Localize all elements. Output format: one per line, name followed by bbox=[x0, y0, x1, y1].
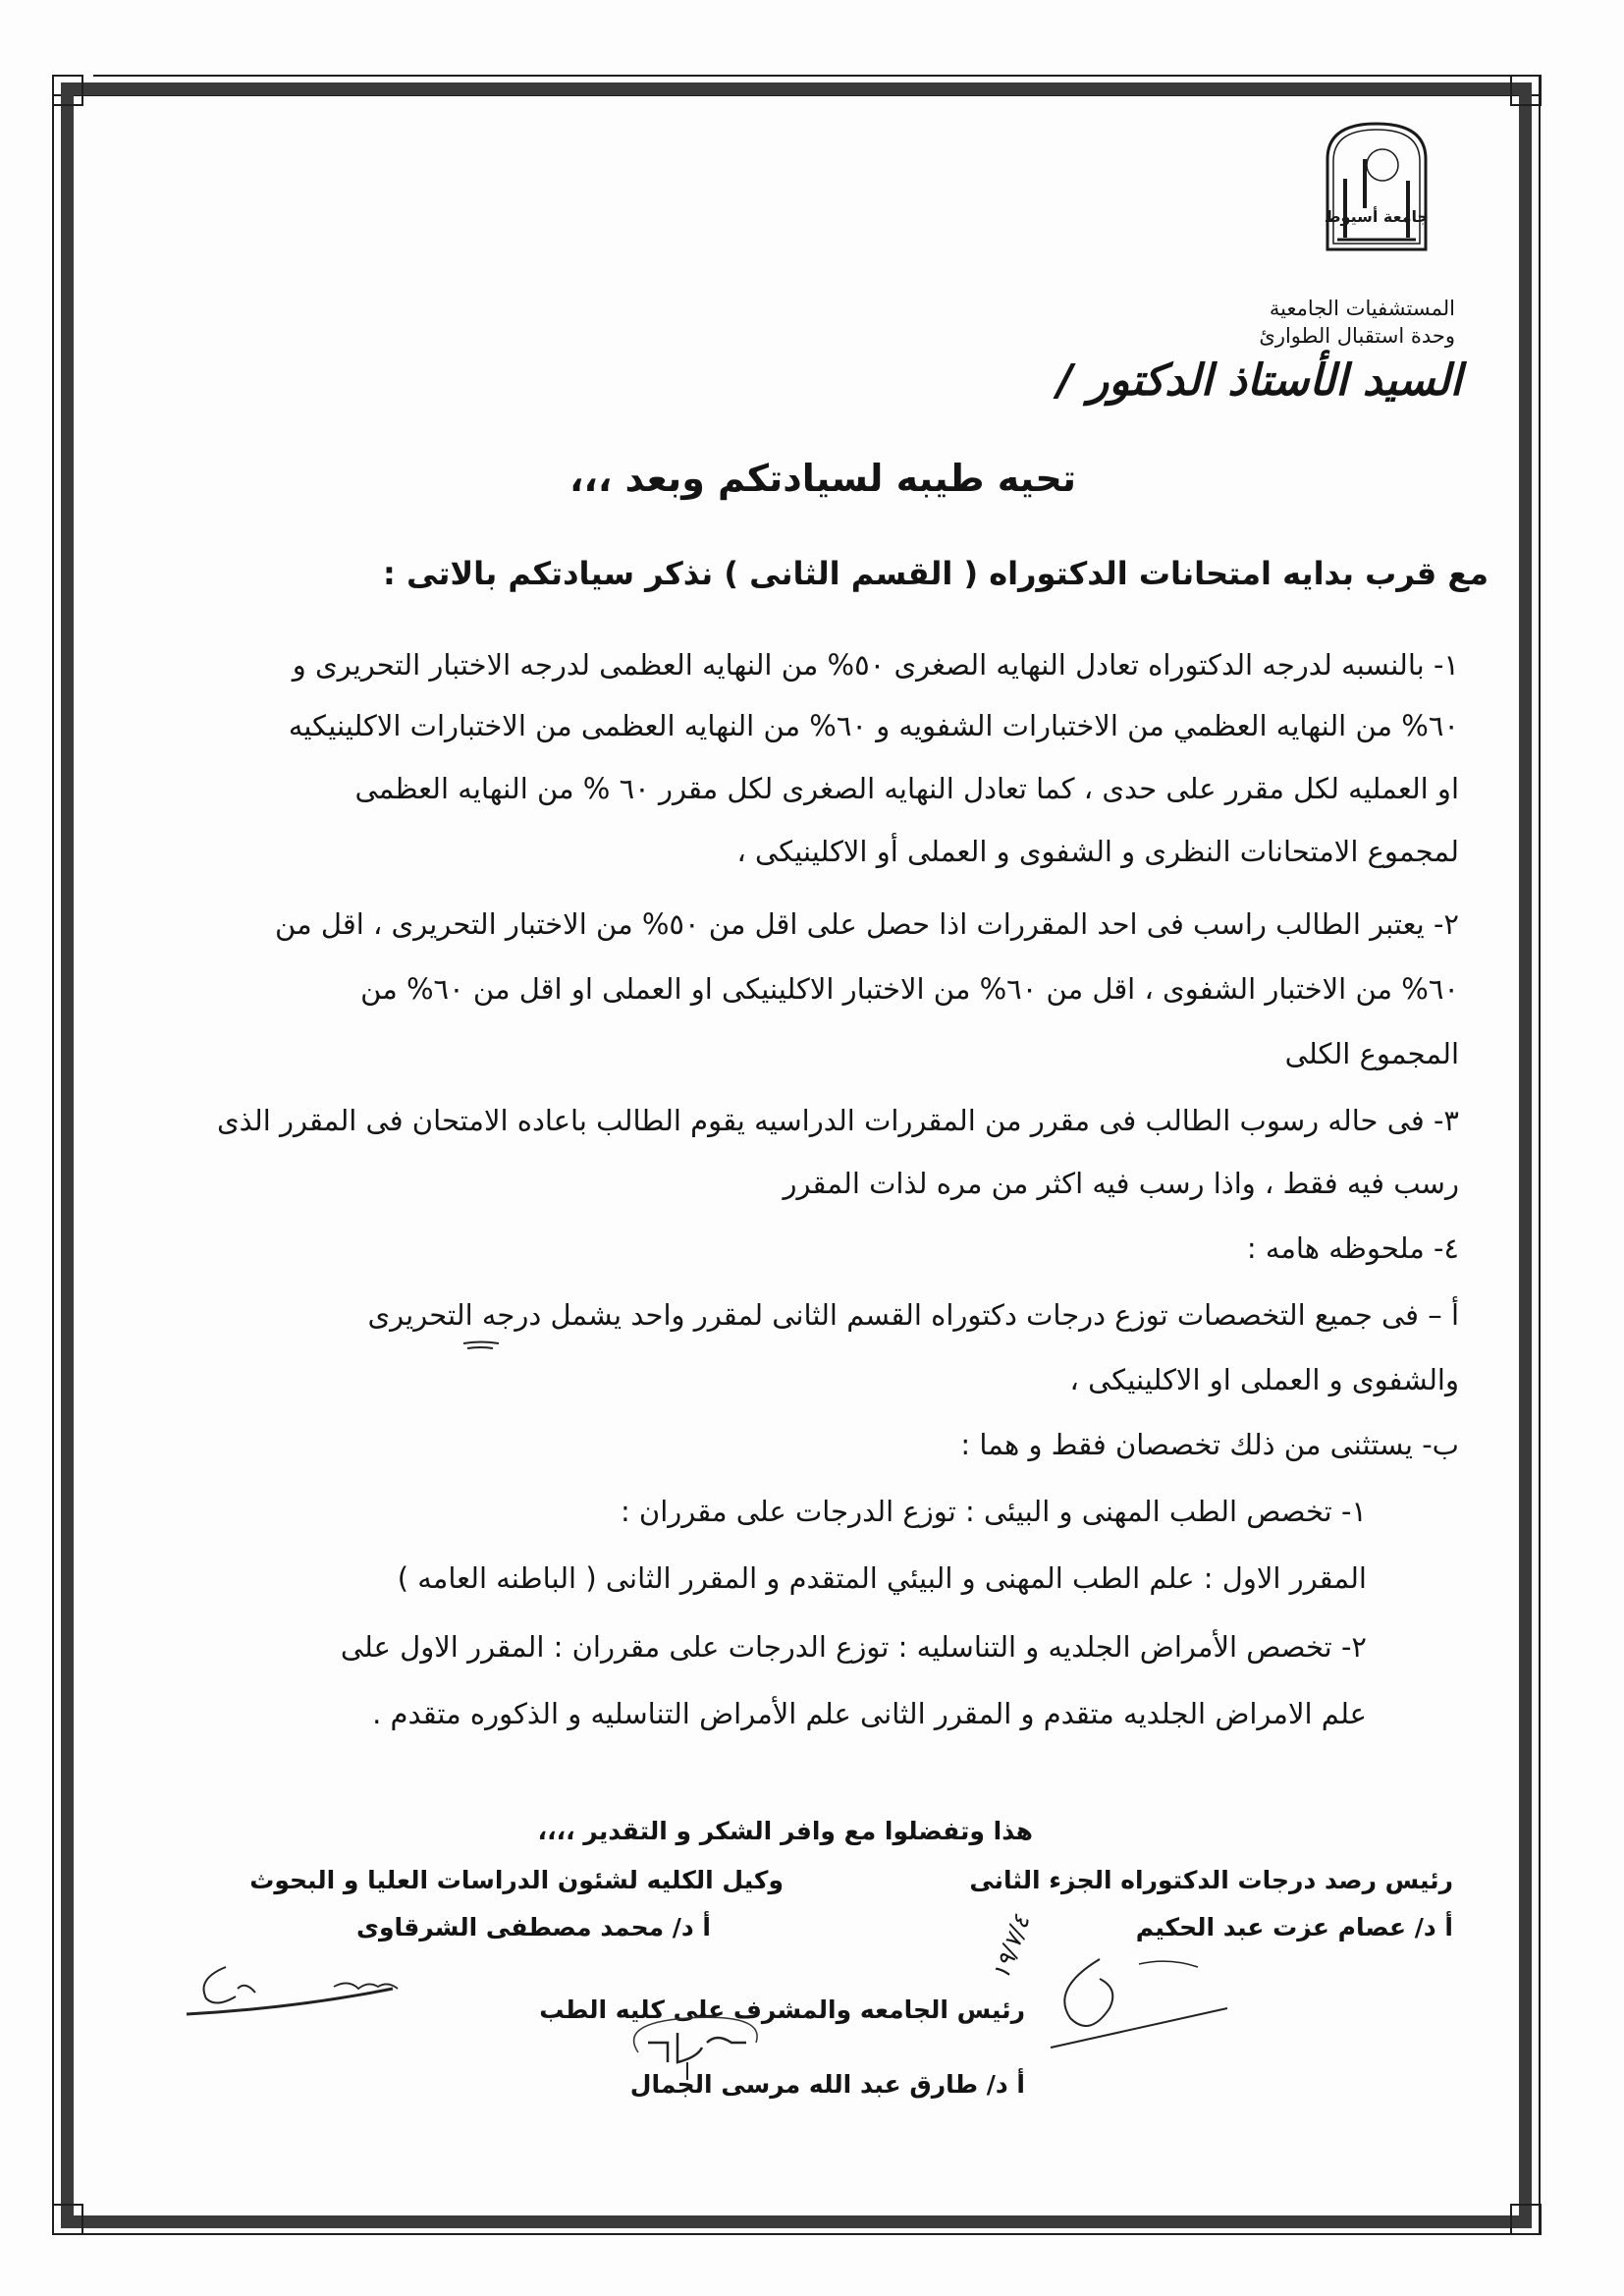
item-2-line-1: ٢- يعتبر الطالب راسب فى احد المقررات اذا حصل على اقل من ٥٠% من الاختبار التحريرى ، اقل من bbox=[275, 907, 1459, 941]
signatory-3-name: أ د/ طارق عبد الله مرسى الجمال bbox=[629, 2070, 1025, 2099]
exception-2-title: ٢- تخصص الأمراض الجلديه و التناسليه : توزع الدرجات على مقرران : المقرر الاول على bbox=[340, 1630, 1367, 1664]
greeting: تحيه طيبه لسيادتكم وبعد ،،، bbox=[569, 457, 1076, 500]
university-logo-icon bbox=[1324, 120, 1430, 251]
signature-2 bbox=[177, 1959, 432, 2028]
note-b-title: ب- يستثنى من ذلك تخصصان فقط و هما : bbox=[960, 1428, 1459, 1461]
frame-corner-bl bbox=[52, 2204, 83, 2235]
frame-corner-tl bbox=[52, 75, 83, 106]
signatory-1-title: رئيس رصد درجات الدكتوراه الجزء الثانى bbox=[969, 1866, 1453, 1894]
signature-1 bbox=[992, 1949, 1237, 2062]
svg-text:جامعة أسيوط: جامعة أسيوط bbox=[1324, 207, 1430, 226]
exception-1-detail: المقرر الاول : علم الطب المهنى و البيئي المتقدم و المقرر الثانى ( الباطنه العامه ) bbox=[397, 1561, 1367, 1595]
note-title: ٤- ملحوظه هامه : bbox=[1246, 1231, 1459, 1265]
closing-line: هذا وتفضلوا مع وافر الشكر و التقدير ،،،، bbox=[537, 1817, 1033, 1845]
handwritten-date: ١٩/٧/٤ bbox=[987, 1911, 1036, 1984]
item-1-line-3: او العمليه لكل مقرر على حدى ، كما تعادل النهايه الصغرى لكل مقرر ٦٠ % من النهايه العظمى bbox=[354, 772, 1459, 805]
org-line-2: وحدة استقبال الطوارئ bbox=[1259, 324, 1455, 348]
handwritten-underline bbox=[461, 1340, 501, 1350]
item-2-line-2: ٦٠% من الاختبار الشفوى ، اقل من ٦٠% من الاختبار الاكلينيكى او العملى او اقل من ٦٠% من bbox=[360, 972, 1459, 1006]
item-1-line-2: ٦٠% من النهايه العظمي من الاختبارات الشفويه و ٦٠% من النهايه العظمى من الاختبارات الاكلينيكيه bbox=[288, 709, 1459, 742]
note-a-line-1: أ – فى جميع التخصصات توزع درجات دكتوراه القسم الثانى لمقرر واحد يشمل درجه التحريرى bbox=[367, 1298, 1459, 1332]
intro-line: مع قرب بدايه امتحانات الدكتوراه ( القسم الثانى ) نذكر سيادتكم بالاتى : bbox=[383, 555, 1489, 592]
item-1-line-1: ١- بالنسبه لدرجه الدكتوراه تعادل النهايه الصغرى ٥٠% من النهايه العظمى لدرجه الاختبار التحريرى و bbox=[292, 648, 1459, 682]
item-1-line-4: لمجموع الامتحانات النظرى و الشفوى و العملى أو الاكلينيكى ، bbox=[736, 835, 1459, 868]
frame-corner-br bbox=[1510, 2204, 1542, 2235]
signatory-2-name: أ د/ محمد مصطفى الشرقاوى bbox=[356, 1913, 711, 1941]
addressee-line: السيد الأستاذ الدكتور / bbox=[1056, 355, 1462, 406]
org-line-1: المستشفيات الجامعية bbox=[1269, 297, 1455, 320]
signatory-3-title: رئيس الجامعه والمشرف على كليه الطب bbox=[539, 1995, 1025, 2024]
exception-2-detail: علم الامراض الجلديه متقدم و المقرر الثانى علم الأمراض التناسليه و الذكوره متقدم . bbox=[372, 1697, 1367, 1730]
item-3-line-2: رسب فيه فقط ، واذا رسب فيه اكثر من مره لذات المقرر bbox=[783, 1167, 1459, 1200]
signatory-1-name: أ د/ عصام عزت عبد الحكيم bbox=[1135, 1913, 1453, 1941]
signatory-2-title: وكيل الكليه لشئون الدراسات العليا و البحوث bbox=[249, 1866, 784, 1894]
signature-3 bbox=[609, 2003, 805, 2082]
university-logo bbox=[1324, 120, 1430, 251]
frame-corner-tr bbox=[1510, 75, 1542, 106]
item-3-line-1: ٣- فى حاله رسوب الطالب فى مقرر من المقررات الدراسيه يقوم الطالب باعاده الامتحان فى المقرر الذى bbox=[216, 1104, 1459, 1137]
exception-1-title: ١- تخصص الطب المهنى و البيئى : توزع الدرجات على مقرران : bbox=[620, 1495, 1367, 1528]
item-2-line-3: المجموع الكلى bbox=[1284, 1037, 1459, 1070]
note-a-line-2: والشفوى و العملى او الاكلينيكى ، bbox=[1069, 1363, 1459, 1396]
